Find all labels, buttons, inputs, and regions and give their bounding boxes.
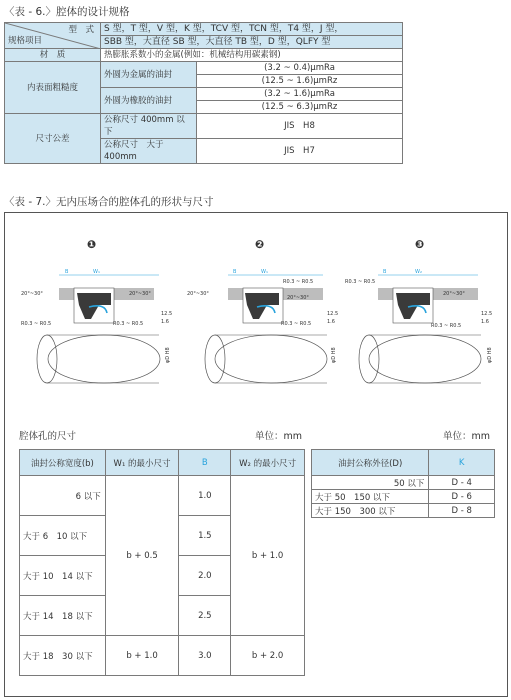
b-value-1: 1.0	[179, 476, 231, 516]
angle1-label: 20°~30°	[443, 291, 465, 297]
rough-label: 12.5	[161, 311, 173, 317]
col-seal-width: 油封公称宽度(b)	[20, 450, 106, 476]
k-row1: D - 4	[429, 476, 495, 490]
col-b: B	[179, 450, 231, 476]
roughness-label: 内表面粗糙度	[5, 62, 101, 114]
table7-frame	[4, 212, 508, 697]
angle2-label: 20°~30°	[129, 291, 151, 297]
dim-b-label: B	[383, 269, 387, 275]
k-row3: D - 8	[429, 504, 495, 518]
col-outer-diameter: 油封公称外径(D)	[312, 450, 429, 476]
tol-row1-label: 公称尺寸 400mm 以下	[101, 114, 197, 139]
bore-size-caption: 腔体孔的尺寸	[19, 431, 77, 442]
header-corner-cell	[5, 23, 101, 49]
rough2-label: 1.6	[161, 319, 169, 325]
shaft-ellipse	[48, 335, 160, 383]
table6-title: 〈表 - 6.〉腔体的设计规格	[4, 6, 130, 18]
material-value: 热膨胀系数小的金属(例如：机械结构用碳素钢)	[101, 49, 403, 62]
angle1-label: 20°~30°	[187, 291, 209, 297]
header-type-label: 型 式	[68, 25, 94, 35]
rough-rubber-label: 外圆为橡胶的油封	[101, 88, 197, 114]
figure3-number: ❸	[415, 238, 425, 251]
w2-value-b: b + 2.0	[231, 636, 305, 676]
figure2-number: ❷	[255, 238, 265, 251]
rough-label: 12.5	[327, 311, 339, 317]
w2-value-a: b + 1.0	[231, 476, 305, 636]
rough-rubber-ra: (3.2 ~ 1.6)μmRa	[197, 88, 403, 101]
b-value-4: 2.5	[179, 596, 231, 636]
material-label: 材 质	[5, 49, 101, 62]
tol-row2-label: 公称尺寸 大于 400mm	[101, 139, 197, 164]
width-row5: 大于 18 30 以下	[20, 636, 106, 676]
dim-w1-label: W₁	[93, 269, 100, 275]
tol-row2-value: JIS H7	[197, 139, 403, 164]
w1-value-a: b + 0.5	[105, 476, 179, 636]
col-w1-min: W₁ 的最小尺寸	[105, 450, 179, 476]
angle1-label: 20°~30°	[21, 291, 43, 297]
rough-metal-ra: (3.2 ~ 0.4)μmRa	[197, 62, 403, 75]
dim-b-label: B	[233, 269, 237, 275]
rough-metal-label: 外圆为金属的油封	[101, 62, 197, 88]
width-row1: 6 以下	[20, 476, 106, 516]
table7-title: 〈表 - 7.〉无内压场合的腔体孔的形状与尺寸	[4, 196, 214, 208]
figure1-diagram	[19, 253, 179, 398]
rough2-label: 1.6	[481, 319, 489, 325]
tol-row1-value: JIS H8	[197, 114, 403, 139]
types-line2: SBB 型，大直径 SB 型，大直径 TB 型，D 型，QLFY 型	[101, 36, 403, 49]
rough2-label: 1.6	[327, 319, 335, 325]
dim-b-label: B	[65, 269, 69, 275]
width-row2: 大于 6 10 以下	[20, 516, 106, 556]
outer-diameter-table	[311, 449, 495, 518]
b-value-5: 3.0	[179, 636, 231, 676]
dia-label: φD H8	[165, 347, 171, 363]
od-row1: 50 以下	[312, 476, 429, 490]
dia-label: φD H8	[331, 347, 337, 363]
od-row2: 大于 50 150 以下	[312, 490, 429, 504]
rough-rubber-rz: (12.5 ~ 6.3)μmRz	[197, 101, 403, 114]
dim-w1-label: W₁	[261, 269, 268, 275]
design-spec-table	[4, 22, 403, 164]
header-item-label: 规格项目	[8, 36, 43, 46]
unit-right: 单位：mm	[443, 431, 491, 442]
width-row4: 大于 14 18 以下	[20, 596, 106, 636]
b-value-3: 2.0	[179, 556, 231, 596]
b-value-2: 1.5	[179, 516, 231, 556]
figure2-diagram	[183, 253, 343, 398]
shaft-end	[37, 335, 57, 383]
r2-label: R0.3 ~ R0.5	[281, 321, 312, 327]
r1-label: R0.3 ~ R0.5	[21, 321, 52, 327]
r2-label: R0.3 ~ R0.5	[431, 323, 462, 329]
figure1-number: ❶	[87, 238, 97, 251]
figure3-diagram	[343, 253, 503, 398]
col-w2-min: W₂ 的最小尺寸	[231, 450, 305, 476]
r1-label: R0.3 ~ R0.5	[345, 279, 376, 285]
shaft-ellipse	[215, 335, 327, 383]
w1-value-b: b + 1.0	[105, 636, 179, 676]
col-k: K	[429, 450, 495, 476]
types-line1: S 型，T 型，V 型，K 型，TCV 型，TCN 型，T4 型，J 型，	[101, 23, 403, 36]
k-row2: D - 6	[429, 490, 495, 504]
dia-label: φD H8	[487, 347, 493, 363]
tolerance-label: 尺寸公差	[5, 114, 101, 164]
r2-label: R0.3 ~ R0.5	[113, 321, 144, 327]
rough-metal-rz: (12.5 ~ 1.6)μmRz	[197, 75, 403, 88]
dim-w2-label: W₂	[415, 269, 422, 275]
shaft-ellipse	[369, 335, 481, 383]
rough-label: 12.5	[481, 311, 493, 317]
angle2-label: 20°~30°	[287, 295, 309, 301]
unit-left: 单位：mm	[255, 431, 303, 442]
bore-width-table	[19, 449, 305, 676]
od-row3: 大于 150 300 以下	[312, 504, 429, 518]
r1-label: R0.3 ~ R0.5	[283, 279, 314, 285]
width-row3: 大于 10 14 以下	[20, 556, 106, 596]
